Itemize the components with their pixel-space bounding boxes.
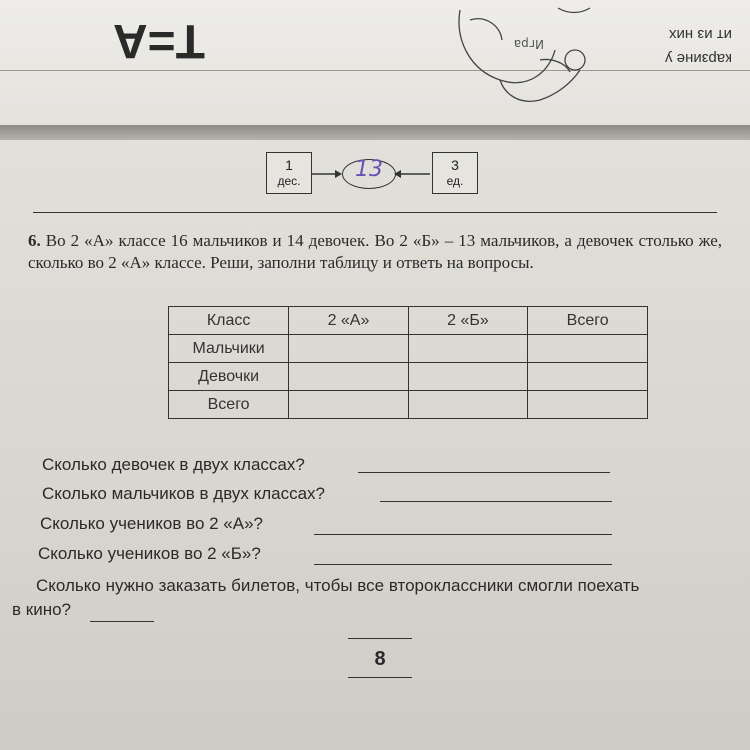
table-cell[interactable] bbox=[528, 335, 648, 363]
table-cell[interactable] bbox=[289, 363, 409, 391]
answer-line-class-b[interactable] bbox=[314, 564, 612, 565]
section-divider bbox=[33, 212, 717, 213]
answer-table bbox=[168, 306, 648, 419]
problem-text: Во 2 «А» классе 16 мальчиков и 14 девочек. Во 2 «Б» – 13 мальчиков, а девочек столько же, сколько во 2 «А» классе. Реши, заполни таблицу и ответь на вопросы. bbox=[28, 231, 723, 272]
row-label: Мальчики bbox=[169, 335, 289, 363]
page-number-rule-bottom bbox=[348, 677, 412, 678]
table-row bbox=[169, 391, 648, 419]
row-label: Девочки bbox=[169, 363, 289, 391]
table-row bbox=[169, 363, 648, 391]
table-cell[interactable] bbox=[408, 391, 528, 419]
question-boys: Сколько мальчиков в двух классах? bbox=[42, 484, 326, 503]
table-cell[interactable] bbox=[408, 335, 528, 363]
page-number: 8 bbox=[374, 648, 386, 670]
table-cell[interactable] bbox=[528, 363, 648, 391]
arrow-right-icon bbox=[335, 170, 342, 178]
upper-page bbox=[0, 0, 750, 125]
table-header-cell: Класс bbox=[169, 307, 289, 335]
units-label: ед. bbox=[446, 174, 464, 188]
answer-line-tickets[interactable] bbox=[90, 621, 154, 622]
upside-down-line-1: карзине у bbox=[665, 50, 732, 67]
question-class-b: Сколько учеников во 2 «Б»? bbox=[38, 544, 261, 563]
table-row bbox=[169, 335, 648, 363]
answer-line-class-a[interactable] bbox=[314, 534, 612, 535]
handwritten-answer: 13 bbox=[355, 157, 383, 182]
question-class-a: Сколько учеников во 2 «А»? bbox=[40, 514, 264, 533]
cartoon-illustration bbox=[430, 0, 600, 110]
tens-number: 1 bbox=[285, 157, 293, 173]
upside-down-text bbox=[612, 0, 732, 70]
question-tickets: Сколько нужно заказать билетов, чтобы все второклассники смогли поехать bbox=[36, 576, 640, 595]
sketch-label: Игра bbox=[513, 37, 544, 51]
table-header-cell: 2 «Б» bbox=[408, 307, 528, 335]
answer-line-girls[interactable] bbox=[358, 472, 610, 473]
problem-statement bbox=[28, 230, 722, 274]
answer-line-boys[interactable] bbox=[380, 501, 612, 502]
tens-box bbox=[266, 152, 312, 194]
table-header-row bbox=[169, 307, 648, 335]
problem-number: 6. bbox=[28, 231, 41, 250]
formula-text: Т=А bbox=[112, 14, 205, 67]
upper-page-rule bbox=[0, 70, 750, 71]
tens-label: дес. bbox=[277, 174, 301, 188]
table-cell[interactable] bbox=[289, 335, 409, 363]
question-tickets-end: в кино? bbox=[12, 600, 71, 619]
row-label: Всего bbox=[169, 391, 289, 419]
upside-down-line-2: ит из них bbox=[668, 26, 732, 43]
page-number-rule-top bbox=[348, 638, 412, 639]
question-girls: Сколько девочек в двух классах? bbox=[42, 455, 305, 474]
table-cell[interactable] bbox=[289, 391, 409, 419]
table-cell[interactable] bbox=[408, 363, 528, 391]
units-number: 3 bbox=[451, 157, 459, 173]
table-header-cell: 2 «А» bbox=[289, 307, 409, 335]
table-cell[interactable] bbox=[528, 391, 648, 419]
table-header-cell: Всего bbox=[528, 307, 648, 335]
units-box bbox=[432, 152, 478, 194]
